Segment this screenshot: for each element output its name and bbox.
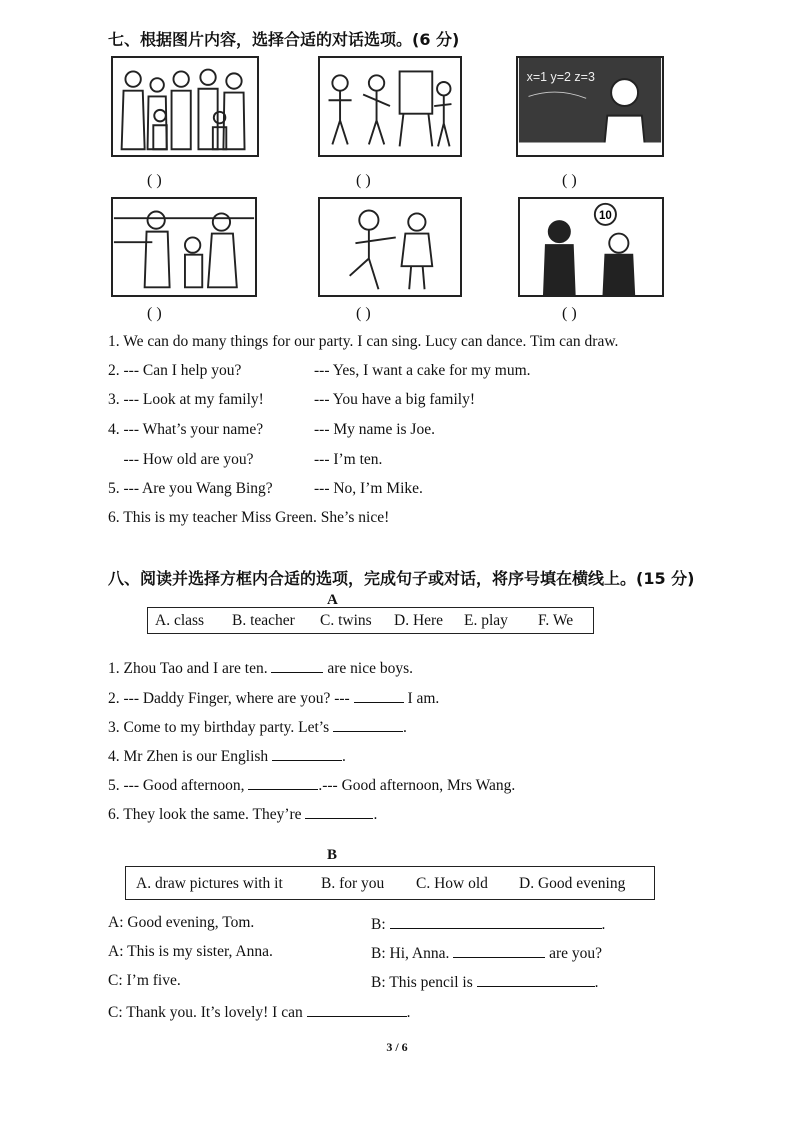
option-b-teacher: B. teacher <box>232 612 295 629</box>
age-picture <box>518 197 664 297</box>
s7-item-4-right: --- My name is Joe. <box>314 421 435 438</box>
a-item-1-pre: 1. Zhou Tao and I are ten. <box>108 660 272 677</box>
b-line-2-post: are you? <box>545 945 603 962</box>
a-item-5-post: .--- Good afternoon, Mrs Wang. <box>318 777 516 794</box>
teacher-illustration <box>518 58 662 155</box>
a-item-3-post: . <box>403 719 407 736</box>
option-d-good-evening: D. Good evening <box>519 875 626 892</box>
a-item-4 <box>108 746 346 766</box>
a-item-6 <box>108 804 377 824</box>
s7-item-4-left: 4. --- What’s your name? <box>108 421 264 438</box>
b-line-4-blank[interactable] <box>307 1002 407 1017</box>
b-line-1-right <box>371 914 605 934</box>
a-item-4-pre: 4. Mr Zhen is our English <box>108 748 273 765</box>
a-item-6-post: . <box>373 806 378 823</box>
b-line-3-blank[interactable] <box>477 972 595 987</box>
b-line-2-left: A: This is my sister, Anna. <box>108 943 273 960</box>
b-line-1-blank[interactable] <box>390 914 602 929</box>
b-line-4-pre: C: Thank you. It’s lovely! I can <box>108 1004 307 1021</box>
a-item-3 <box>108 717 407 737</box>
shop-illustration <box>113 199 255 295</box>
option-c-twins: C. twins <box>320 612 372 629</box>
part-a-option-box <box>147 607 594 634</box>
greeting-illustration <box>320 199 460 295</box>
answer-paren-2[interactable]: ( ) <box>356 172 371 189</box>
a-item-4-post: . <box>342 748 346 765</box>
s7-item-3-left: 3. --- Look at my family! <box>108 391 264 408</box>
family-picture <box>111 56 259 157</box>
b-line-3-left: C: I’m five. <box>108 972 181 989</box>
answer-paren-1[interactable]: ( ) <box>147 172 162 189</box>
s7-item-1: 1. We can do many things for our party. I can sing. Lucy can dance. Tim can draw. <box>108 333 619 350</box>
section7-heading: 七、根据图片内容，选择合适的对话选项。(6 分) <box>108 30 460 49</box>
answer-paren-4[interactable]: ( ) <box>147 305 162 322</box>
page-number: 3 / 6 <box>386 1040 408 1054</box>
s7-item-5-left: 5. --- Are you Wang Bing? <box>108 480 273 497</box>
a-item-2-pre: 2. --- Daddy Finger, where are you? --- <box>108 690 354 707</box>
option-e-play: E. play <box>464 612 508 629</box>
answer-paren-6[interactable]: ( ) <box>562 305 577 322</box>
a-item-3-blank[interactable] <box>333 717 403 732</box>
party-illustration <box>320 58 460 155</box>
party-picture <box>318 56 462 157</box>
b-line-3-pre: B: This pencil is <box>371 974 477 991</box>
option-d-here: D. Here <box>394 612 444 629</box>
s7-item-2-right: --- Yes, I want a cake for my mum. <box>314 362 531 379</box>
option-a-draw: A. draw pictures with it <box>136 875 283 892</box>
a-item-1-blank[interactable] <box>271 658 323 673</box>
answer-paren-5[interactable]: ( ) <box>356 305 371 322</box>
b-line-2-right <box>371 943 602 963</box>
option-f-we: F. We <box>538 612 574 629</box>
option-c-how-old: C. How old <box>416 875 488 892</box>
answer-paren-3[interactable]: ( ) <box>562 172 577 189</box>
s7-item-6: 6. This is my teacher Miss Green. She’s nice! <box>108 509 390 526</box>
b-line-1-left: A: Good evening, Tom. <box>108 914 255 931</box>
a-item-1-post: are nice boys. <box>323 660 414 677</box>
a-item-6-blank[interactable] <box>305 804 373 819</box>
s7-item-5-right: --- No, I’m Mike. <box>314 480 423 497</box>
b-line-1-pre: B: <box>371 916 390 933</box>
a-item-3-pre: 3. Come to my birthday party. Let’s <box>108 719 333 736</box>
a-item-5-pre: 5. --- Good afternoon, <box>108 777 249 794</box>
s7-item-4b-left: --- How old are you? <box>108 451 254 468</box>
s7-item-4b-right: --- I’m ten. <box>314 451 383 468</box>
balloon-number: 10 <box>598 210 612 223</box>
section8-heading: 八、阅读并选择方框内合适的选项，完成句子或对话，将序号填在横线上。(15 分) <box>108 569 695 588</box>
a-item-4-blank[interactable] <box>272 746 342 761</box>
s7-item-2-left: 2. --- Can I help you? <box>108 362 242 379</box>
part-b-option-box <box>125 866 655 900</box>
part-b-label: B <box>327 847 338 863</box>
b-line-2-pre: B: Hi, Anna. <box>371 945 454 962</box>
a-item-5 <box>108 775 515 795</box>
shop-picture <box>111 197 257 297</box>
a-item-6-pre: 6. They look the same. They’re <box>108 806 306 823</box>
board-text: x=1 y=2 z=3 <box>526 70 595 85</box>
a-item-1 <box>108 658 413 678</box>
teacher-picture <box>516 56 664 157</box>
age-illustration <box>520 199 662 295</box>
b-line-3-post: . <box>594 974 599 991</box>
greeting-picture <box>318 197 462 297</box>
part-a-label: A <box>327 592 338 608</box>
s7-item-3-right: --- You have a big family! <box>314 391 475 408</box>
option-b-for-you: B. for you <box>321 875 385 892</box>
b-line-4-post: . <box>406 1004 411 1021</box>
b-line-3-right <box>371 972 599 992</box>
family-illustration <box>113 58 257 155</box>
a-item-2-blank[interactable] <box>354 688 404 703</box>
b-line-1-post: . <box>601 916 606 933</box>
b-line-2-blank[interactable] <box>453 943 545 958</box>
a-item-2-post: I am. <box>403 690 440 707</box>
b-line-4 <box>108 1002 410 1022</box>
a-item-5-blank[interactable] <box>248 775 318 790</box>
option-a-class: A. class <box>155 612 205 629</box>
a-item-2 <box>108 688 439 708</box>
